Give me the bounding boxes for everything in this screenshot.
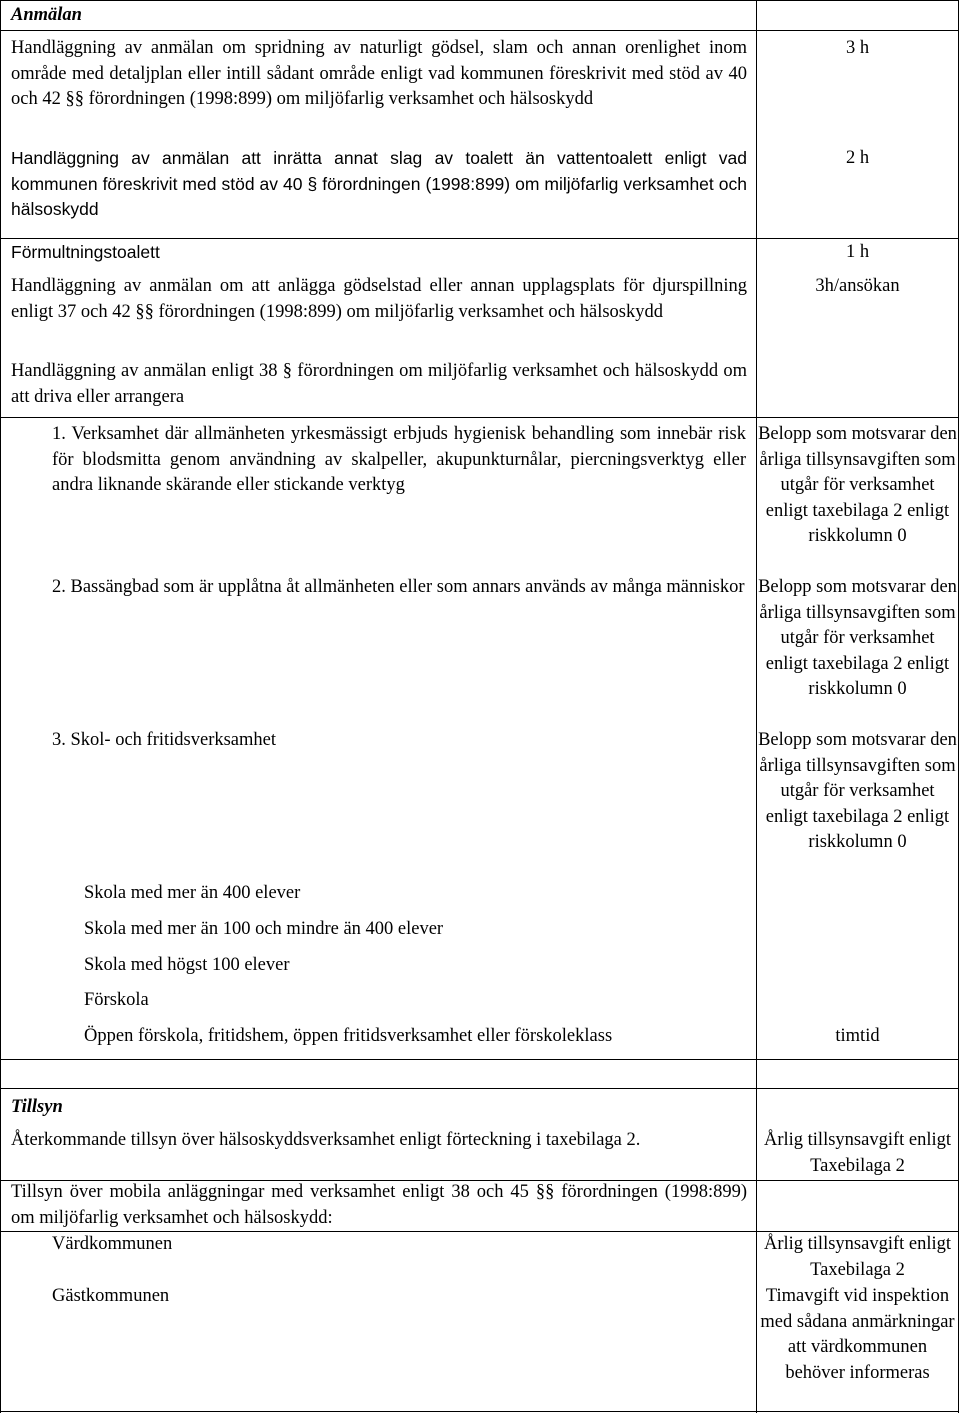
school-category: Skola med högst 100 elever xyxy=(84,955,290,975)
anmalan-item-fee: Belopp som motsvarar den årliga tillsynsavgiften som utgår för verksamhet enligt taxebilaga 2 enligt riskkolumn 0 xyxy=(758,424,957,546)
anmalan-item-text: 2. Bassängbad som är upplåtna åt allmänheten eller som annars används av många människor xyxy=(52,577,745,597)
anmalan-row-text: Handläggning av anmälan om spridning av naturligt gödsel, slam och annan orenlighet inom område med detaljplan eller intill sådant område enligt vad kommunen föreskrivit med stöd av 40 och 42 §§ förordningen (1998:899) om miljöfarlig verksamhet och hälsoskydd xyxy=(11,38,747,109)
anmalan-row-fee: 2 h xyxy=(845,148,870,168)
anmalan-row-fee: 3h/ansökan xyxy=(815,276,900,296)
anmalan-row-text: Handläggning av anmälan enligt 38 § förordningen om miljöfarlig verksamhet och hälsoskydd om att driva eller arrangera xyxy=(11,361,747,407)
anmalan-item-text: 3. Skol- och fritidsverksamhet xyxy=(52,730,277,750)
anmalan-item-fee: Belopp som motsvarar den årliga tillsynsavgiften som utgår för verksamhet enligt taxebilaga 2 enligt riskkolumn 0 xyxy=(758,577,957,699)
tillsyn-subrow-vard-fee: Årlig tillsynsavgift enligt Taxebilaga 2 xyxy=(763,1234,952,1280)
anmalan-row-fee: 3 h xyxy=(845,38,870,58)
tillsyn-subrow-gast: Gästkommunen xyxy=(52,1286,170,1306)
section-heading-tillsyn: Tillsyn xyxy=(11,1097,63,1117)
anmalan-row-text: Handläggning av anmälan att inrätta annat slag av toalett än vattentoalett enligt vad kommunen föreskrivit med stöd av 40 § förordningen (1998:899) om miljöfarlig verksamhet och hälsoskydd xyxy=(11,148,747,219)
table-top-border xyxy=(0,0,959,1)
school-category: Öppen förskola, fritidshem, öppen fritidsverksamhet eller förskoleklass xyxy=(84,1026,613,1046)
table-right-border xyxy=(958,0,959,1413)
school-category: Skola med mer än 400 elever xyxy=(84,883,301,903)
row-divider xyxy=(0,417,959,418)
school-category: Förskola xyxy=(84,990,149,1010)
row-divider xyxy=(0,238,959,239)
school-category: Skola med mer än 100 och mindre än 400 elever xyxy=(84,919,444,939)
tillsyn-subrow-vard: Värdkommunen xyxy=(52,1234,173,1254)
tillsyn-row-fee: Årlig tillsynsavgift enligt Taxebilaga 2 xyxy=(763,1130,952,1176)
table-bottom-border xyxy=(0,1411,959,1412)
tillsyn-row-text: Återkommande tillsyn över hälsoskyddsverksamhet enligt förteckning i taxebilaga 2. xyxy=(11,1130,641,1150)
table-column-divider xyxy=(756,0,757,1413)
anmalan-item-text: 1. Verksamhet där allmänheten yrkesmässigt erbjuds hygienisk behandling som innebär risk för blodsmitta genom användning av skalpeller, akupunkturnålar, piercningsverktyg eller andra liknande skärande eller stickande verktyg xyxy=(52,424,746,495)
anmalan-row-text: Handläggning av anmälan om att anlägga gödselstad eller annan upplagsplats för djurspillning enligt 37 och 42 §§ förordningen (1998:899) om miljöfarlig verksamhet och hälsoskydd xyxy=(11,276,747,322)
section-heading-anmalan: Anmälan xyxy=(11,5,82,25)
row-divider xyxy=(0,30,959,31)
tillsyn-subrow-gast-fee: Timavgift vid inspektion med sådana anmärkningar att värdkommunen behöver informeras xyxy=(760,1286,955,1383)
school-fee: timtid xyxy=(835,1026,880,1046)
row-divider xyxy=(0,1088,959,1089)
row-divider xyxy=(0,1059,959,1060)
anmalan-row-text: Förmultningstoalett xyxy=(11,242,160,262)
table-left-border xyxy=(0,0,1,1413)
anmalan-item-fee: Belopp som motsvarar den årliga tillsynsavgiften som utgår för verksamhet enligt taxebilaga 2 enligt riskkolumn 0 xyxy=(758,730,957,852)
tillsyn-row-text: Tillsyn över mobila anläggningar med verksamhet enligt 38 och 45 §§ förordningen (1998:899) om miljöfarlig verksamhet och hälsoskydd: xyxy=(11,1182,747,1228)
anmalan-row-fee: 1 h xyxy=(845,242,870,262)
